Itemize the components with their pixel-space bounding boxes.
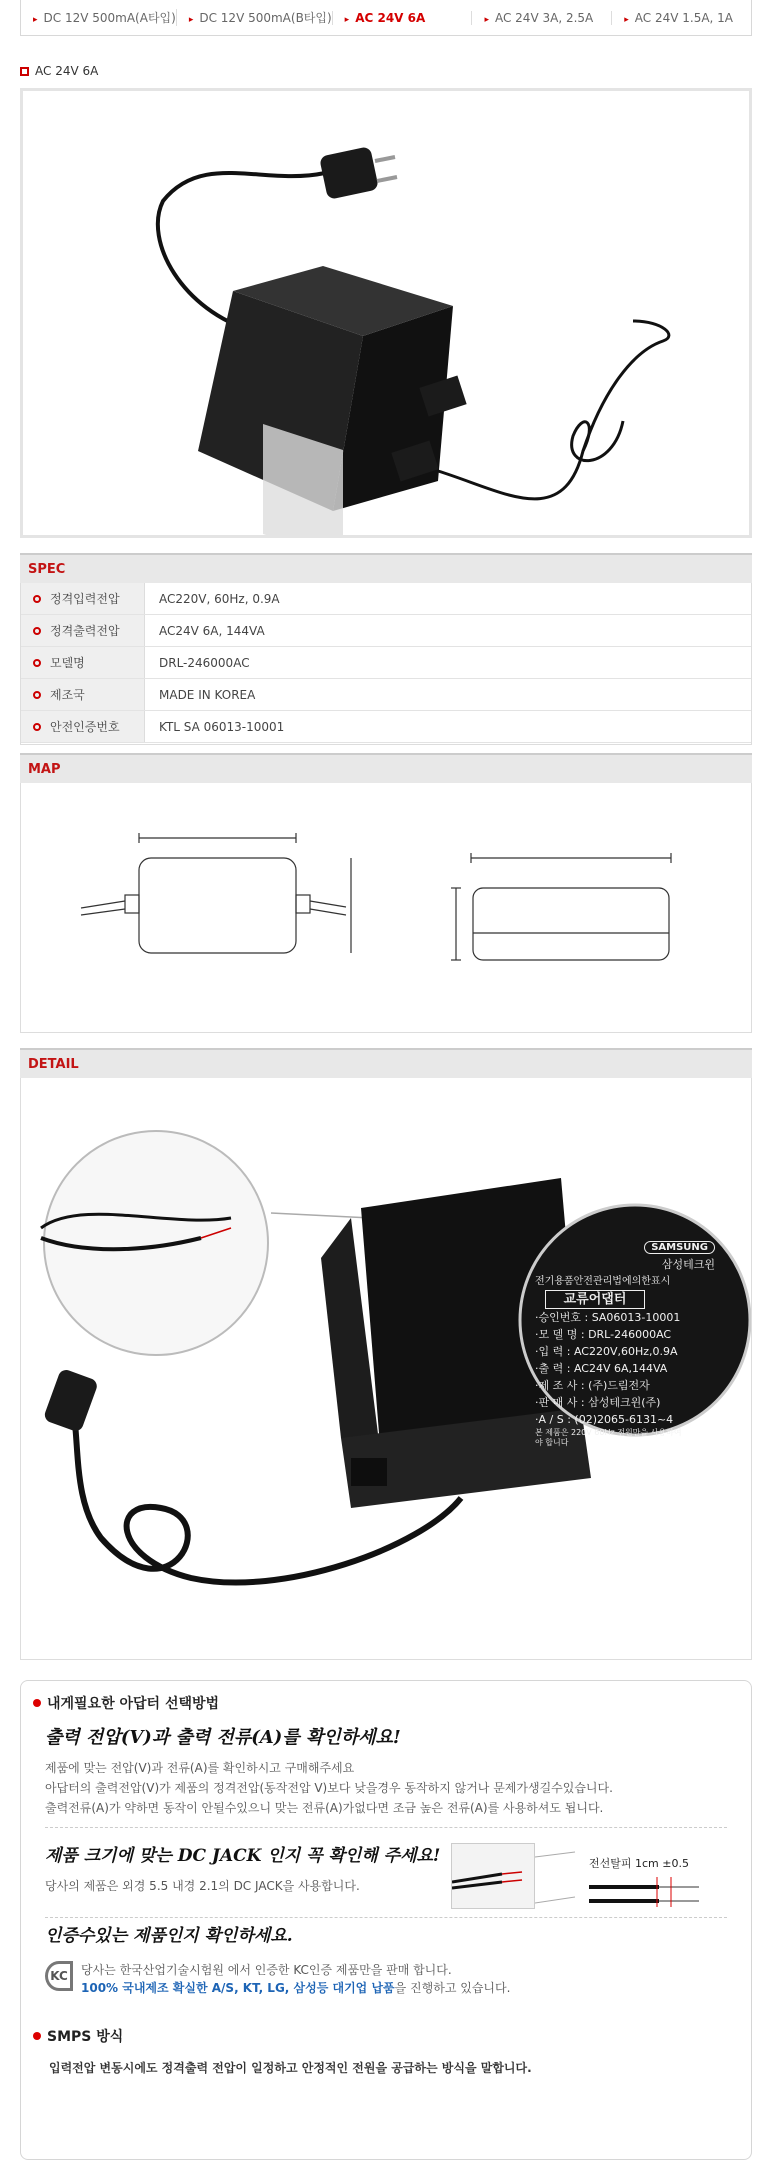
spec-row xyxy=(21,679,751,711)
smps-text: 입력전압 변동시에도 정격출력 전압이 일정하고 안정적인 전원을 공급하는 방식을 말합니다. xyxy=(49,2061,532,2075)
guide-text: 출력전류(A)가 약하면 동작이 안될수있으니 맞는 전류(A)가없다면 조금 높은 전류(A)를 사용하셔도 됩니다. xyxy=(45,1801,604,1815)
tab-ac24v-3a[interactable]: ▸ AC 24V 3A, 2.5A xyxy=(471,11,611,25)
spec-row xyxy=(21,711,751,743)
spec-row xyxy=(21,615,751,647)
guide-title: 내게필요한 아답터 선택방법 xyxy=(33,1693,219,1713)
guide-heading-cert: 인증수있는 제품인지 확인하세요. xyxy=(45,1926,293,1946)
red-dot-icon xyxy=(33,1699,41,1707)
spec-key: 정격출력전압 xyxy=(21,615,145,646)
guide-heading-dcjack: 제품 크기에 맞는 DC JACK 인지 꼭 확인해 주세요! xyxy=(45,1846,441,1866)
label-row: ·모 델 명 : DRL-246000AC xyxy=(535,1328,672,1341)
label-row: ·판 매 사 : 삼성테크윈(주) xyxy=(535,1396,661,1409)
label-law: 전기용품안전관리법에의한표시 xyxy=(535,1276,671,1287)
square-bullet-icon xyxy=(20,67,29,76)
label-row: ·A / S : (02)2065-6131~4 xyxy=(535,1413,674,1426)
label-maker: 삼성테크윈 xyxy=(661,1258,715,1271)
guide-text: 100% 국내제조 확실한 A/S, KT, LG, 삼성등 대기업 납품을 진행하고 있습니다. xyxy=(81,1981,511,1995)
guide-panel xyxy=(20,1680,752,2160)
product-photo xyxy=(20,88,752,538)
adapter-type-tabs xyxy=(20,0,752,36)
guide-text: 당사의 제품은 외경 5.5 내경 2.1의 DC JACK을 사용합니다. xyxy=(45,1879,360,1893)
spec-value: DRL-246000AC xyxy=(159,655,250,670)
label-row: ·승인번호 : SA06013-10001 xyxy=(535,1311,681,1324)
map-heading: MAP xyxy=(20,753,752,783)
spec-table xyxy=(20,583,752,745)
product-title: AC 24V 6A xyxy=(20,64,98,78)
guide-text: 당사는 한국산업기술시험원 에서 인증한 KC인증 제품만을 판매 합니다. xyxy=(81,1963,452,1977)
brand-logo: SAMSUNG xyxy=(644,1241,715,1254)
tab-ac24v-6a[interactable]: ▸ AC 24V 6A xyxy=(332,11,472,25)
divider xyxy=(45,1827,727,1828)
guide-heading-voltage: 출력 전압(V)과 출력 전류(A)를 확인하세요! xyxy=(45,1727,401,1748)
tab-dc12v-a[interactable]: ▸ DC 12V 500mA(A타입) xyxy=(21,9,176,26)
dimension-drawing xyxy=(21,783,751,1031)
spec-value: KTL SA 06013-10001 xyxy=(159,719,285,734)
label-row: ·출 력 : AC24V 6A,144VA xyxy=(535,1362,668,1375)
spec-key: 모델명 xyxy=(21,647,145,678)
label-kind: 교류어댑터 xyxy=(545,1290,645,1309)
detail-heading: DETAIL xyxy=(20,1048,752,1078)
guide-text: 제품에 맞는 전압(V)과 전류(A)를 확인하시고 구매해주세요 xyxy=(45,1761,355,1775)
spec-key: 제조국 xyxy=(21,679,145,710)
smps-title: SMPS 방식 xyxy=(33,2026,123,2046)
wire-strip-label: 전선탈피 1cm ±0.5 xyxy=(589,1857,689,1870)
spec-value: AC220V, 60Hz, 0.9A xyxy=(159,591,280,606)
wire-closeup xyxy=(451,1843,535,1909)
kc-logo: KC xyxy=(45,1961,73,1991)
label-note: 본 제품은 220V 60Hz 전원만을 사용하여야 합니다 xyxy=(535,1428,682,1447)
label-row: ·제 조 사 : (주)드림전자 xyxy=(535,1379,650,1392)
adapter-photo-illustration xyxy=(23,91,749,535)
spec-row xyxy=(21,583,751,615)
map-drawing xyxy=(20,783,752,1033)
tab-dc12v-b[interactable]: ▸ DC 12V 500mA(B타입) xyxy=(176,9,332,26)
spec-row xyxy=(21,647,751,679)
tab-ac24v-1-5a[interactable]: ▸ AC 24V 1.5A, 1A xyxy=(611,11,751,25)
spec-heading: SPEC xyxy=(20,553,752,583)
red-dot-icon xyxy=(33,2032,41,2040)
spec-key: 안전인증번호 xyxy=(21,711,145,742)
spec-value: AC24V 6A, 144VA xyxy=(159,623,265,638)
label-row: ·입 력 : AC220V,60Hz,0.9A xyxy=(535,1345,678,1358)
divider xyxy=(45,1917,727,1918)
spec-value: MADE IN KOREA xyxy=(159,687,256,702)
detail-label-closeup xyxy=(535,1238,735,1448)
wire-strip-icon xyxy=(589,1877,699,1907)
guide-text: 아답터의 출력전압(V)가 제품의 정격전압(동작전압 V)보다 낮을경우 동작하지 않거나 문제가생길수있습니다. xyxy=(45,1781,613,1795)
detail-photo xyxy=(20,1078,752,1660)
spec-key: 정격입력전압 xyxy=(21,583,145,614)
wire-strip-diagram xyxy=(589,1877,699,1907)
wire-icon xyxy=(452,1844,534,1908)
